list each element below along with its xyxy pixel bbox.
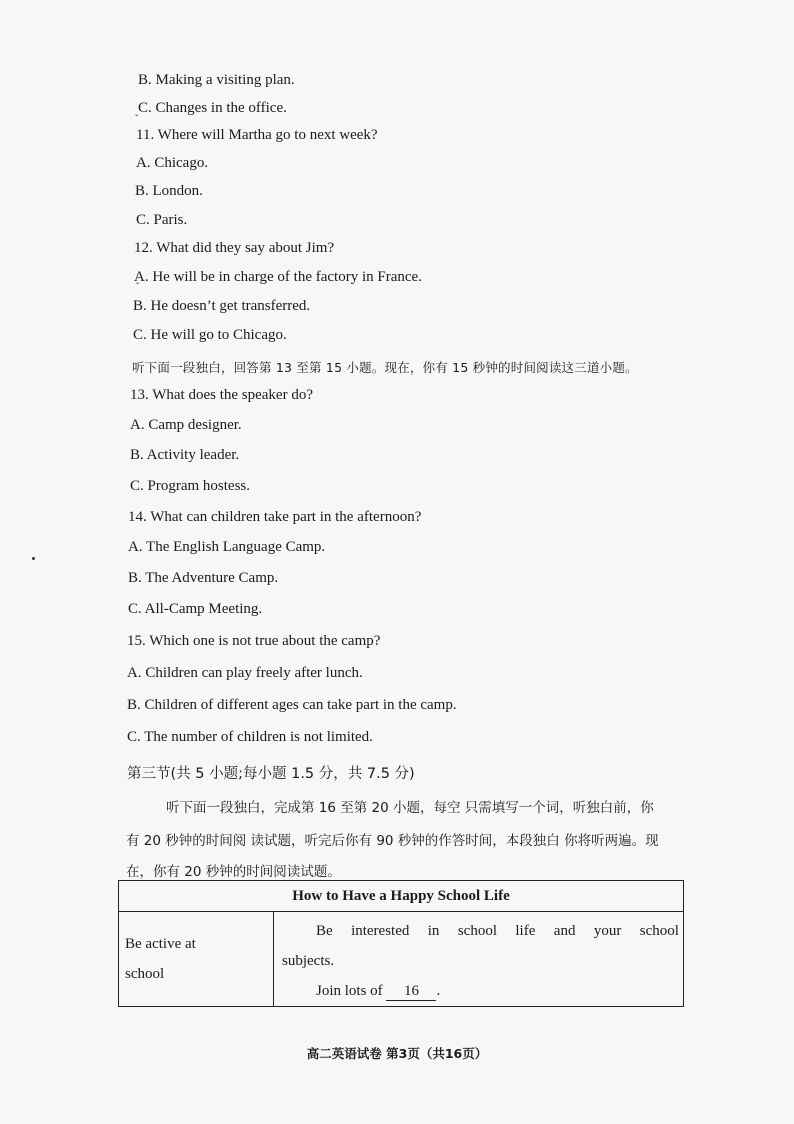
table-content-line-1 bbox=[282, 916, 679, 946]
option-15c: C. The number of children is not limited. bbox=[127, 729, 373, 745]
section-3-heading: 第三节(共 5 小题;每小题 1.5 分，共 7.5 分) bbox=[127, 766, 415, 782]
option-14c: C. All-Camp Meeting. bbox=[128, 601, 263, 617]
answer-blank-16[interactable]: 16 bbox=[386, 982, 436, 1001]
word: school bbox=[639, 923, 679, 939]
speck-mark bbox=[32, 557, 35, 560]
notes-table bbox=[118, 880, 684, 1007]
join-text: Join lots of bbox=[316, 983, 383, 999]
option-13c: C. Program hostess. bbox=[130, 478, 250, 494]
option-14b: B. The Adventure Camp. bbox=[128, 570, 279, 586]
question-13: 13. What does the speaker do? bbox=[130, 387, 313, 403]
question-12: 12. What did they say about Jim? bbox=[134, 240, 335, 256]
option-12a: A. He will be in charge of the factory in France. bbox=[134, 269, 422, 285]
option-10c: C. Changes in the office. bbox=[138, 100, 287, 116]
option-12c: C. He will go to Chicago. bbox=[133, 327, 287, 343]
word: school bbox=[457, 923, 497, 939]
pen-tick-mark: ˇ bbox=[136, 282, 140, 293]
option-12b: B. He doesn’t get transferred. bbox=[133, 298, 311, 314]
word: and bbox=[553, 923, 576, 939]
period: . bbox=[436, 983, 441, 999]
word: your bbox=[593, 923, 622, 939]
instruction-para-line-3: 在，你有 20 秒钟的时间阅读试题。 bbox=[126, 864, 341, 880]
question-14: 14. What can children take part in the afternoon? bbox=[128, 509, 422, 525]
option-11c: C. Paris. bbox=[136, 212, 188, 228]
option-11a: A. Chicago. bbox=[136, 155, 209, 171]
word: Be bbox=[316, 923, 333, 939]
table-content-line-2: subjects. bbox=[282, 953, 335, 969]
option-11b: B. London. bbox=[135, 183, 203, 199]
table-left-text: Be active at school bbox=[125, 936, 196, 982]
question-11: 11. Where will Martha go to next week? bbox=[136, 127, 378, 143]
question-15: 15. Which one is not true about the camp? bbox=[127, 633, 381, 649]
table-row-label bbox=[119, 912, 274, 1007]
pen-tick-mark: ˇ bbox=[135, 114, 139, 125]
instruction-13-15: 听下面一段独白，回答第 13 至第 15 小题。现在，你有 15 秒钟的时间阅读这三道小题。 bbox=[132, 360, 638, 375]
option-14a: A. The English Language Camp. bbox=[128, 539, 326, 555]
instruction-para-line-1: 听下面一段独白，完成第 16 至第 20 小题，每空 只需填写一个词，听独白前，你 bbox=[166, 800, 654, 816]
word: in bbox=[427, 923, 440, 939]
option-10b: B. Making a visiting plan. bbox=[138, 72, 295, 88]
option-13a: A. Camp designer. bbox=[130, 417, 242, 433]
word: interested bbox=[351, 923, 410, 939]
word: life bbox=[515, 923, 536, 939]
table-title: How to Have a Happy School Life bbox=[119, 881, 684, 912]
option-15b: B. Children of different ages can take part in the camp. bbox=[127, 697, 457, 713]
option-15a: A. Children can play freely after lunch. bbox=[127, 665, 363, 681]
table-content-line-3 bbox=[282, 976, 679, 1006]
instruction-para-line-2: 有 20 秒钟的时间阅 读试题，听完后你有 90 秒钟的作答时间，本段独白 你将听两遍。现 bbox=[126, 833, 659, 849]
option-13b: B. Activity leader. bbox=[130, 447, 240, 463]
table-row-content bbox=[274, 912, 684, 1007]
page-footer: 高二英语试卷 第3页（共16页） bbox=[306, 1046, 488, 1061]
